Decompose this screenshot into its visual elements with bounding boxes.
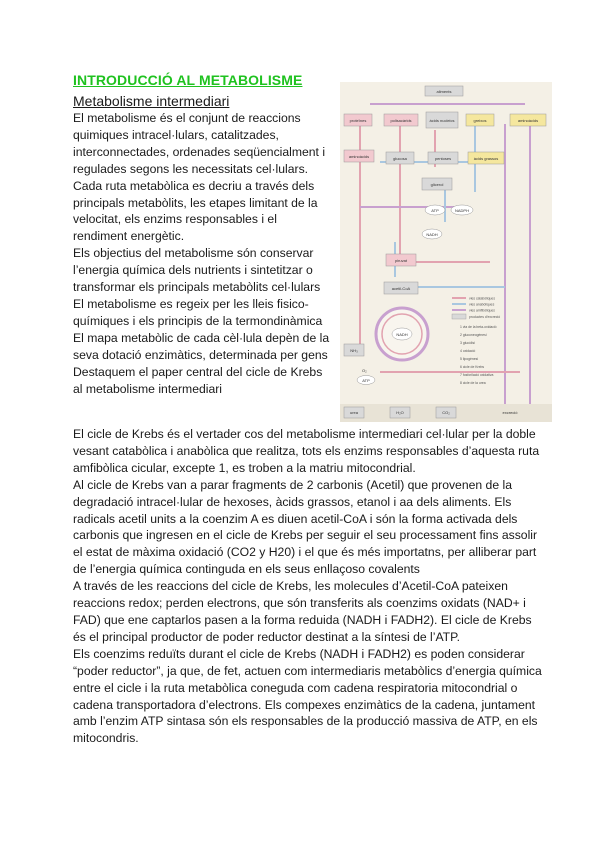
box-aminoacids: aminoàcids	[348, 154, 370, 159]
legend-item: vies amfibòliques	[469, 308, 496, 313]
box-pentoses: pentoses	[434, 156, 452, 161]
box-greixos: greixos	[473, 118, 487, 123]
legend-step: 2 gluconeogènesi	[460, 333, 487, 337]
box-h2o: H₂O	[396, 410, 404, 415]
box-aminoacids-top: aminoàcids	[517, 118, 539, 123]
nadph-label: NADPH	[454, 208, 470, 213]
legend-item: productes d’excreció	[469, 315, 501, 319]
box-acids-grassos: àcids grassos	[473, 156, 499, 161]
paragraph: El metabolisme es regeix per les lleis fisico-químiques i els principis de la termondinàmica	[73, 296, 323, 328]
legend-step: 6 cicle de Krebs	[460, 365, 485, 369]
krebs-section	[73, 426, 543, 747]
atp-bottom: ATP	[362, 378, 370, 383]
box-piruvat: piruvat	[394, 258, 408, 263]
page-title: INTRODUCCIÓ AL METABOLISME	[73, 72, 303, 88]
legend-step: 1 via de la beta-oxidació	[460, 325, 497, 329]
box-urea: urea	[349, 410, 359, 415]
krebs-nadh: NADH	[396, 332, 408, 337]
box-acetil-coa: acetil-CoA	[391, 286, 411, 291]
box-co2: CO₂	[442, 410, 450, 415]
legend-item: vies anabòliques	[469, 302, 495, 307]
legend-step: 3 glucòlisi	[460, 341, 475, 345]
legend-step: 8 cicle de la urea	[460, 381, 486, 385]
paragraph: Cada ruta metabòlica es decriu a través dels principals metabòlits, les etapes limitant de la velocitat, els enzims responsables i el rendiment energètic.	[73, 178, 318, 244]
section-subtitle: Metabolisme intermediari	[73, 93, 230, 109]
box-glucosa: glucosa	[393, 156, 407, 161]
box-glicerol: glicerol	[430, 182, 444, 187]
metabolic-map-figure	[340, 82, 552, 422]
paragraph: El metabolisme és el conjunt de reaccions quimiques intracel·lulars, catalitzades, interconnectades, ordenades seqüencialment i regulades segons les necessitats cel·lulars.	[73, 111, 326, 176]
paragraph: Els coenzims reduïts durant el cicle de Krebs (NADH i FADH2) es poden considerar “poder reductor”, ja que, de fet, actuen com intermediaris metabòlics d’energia química entre el cicle i la ruta metabòlica coneguda com cadena respiratoria mitocondrial o cadena transportadora d’electrons. Els compexes enzimàtics de la cadena, juntament amb l’enzim ATP sintasa són els responsables de la producció massiva de ATP, en els mitocondris.	[73, 646, 542, 746]
paragraph: El cicle de Krebs és el vertader cos del metabolisme intermediari cel·lular per la doble vesant catabòlica i anabòlica que realitza, tots els enzims responsables d’aquesta ruta amfibòlica cicular, excepte 1, es troben a la matriu mitocondrial.	[73, 427, 540, 475]
paragraph: Destaquem el paper central del cicle de Krebs al metabolisme intermediari	[73, 364, 323, 396]
box-aliments: aliments	[436, 89, 452, 94]
legend-step: 5 lipogènesi	[460, 357, 479, 361]
paragraph: A través de les reaccions del cicle de Krebs, les molecules d’Acetil-CoA pateixen reaccions redox; perden electrons, que són transferits als coenzims oxidats (NAD+ i FAD) que ene captarlos pasen a la forma reduida (NADH i FADH2). El cicle de Krebs és el principal productor de poder reductor destinat a la síntesi de l’ATP.	[73, 579, 532, 644]
atp-label: ATP	[431, 208, 439, 213]
box-proteines: proteïnes	[349, 118, 367, 123]
nadh-label: NADH	[426, 232, 438, 237]
paragraph: Els objectius del metabolisme són conservar l’energia química dels nutrients i sintetitzar o transformar els principals metabòlits cel·lulars	[73, 246, 321, 295]
legend-step: 7 fosforilació oxidativa	[460, 373, 494, 377]
excrecio-label: excreció	[502, 410, 518, 415]
legend-step: 4 oxidació	[460, 349, 476, 353]
o2-label: O₂	[362, 368, 367, 373]
box-acids-nucleics: àcids nucleics	[429, 118, 455, 123]
intro-column	[73, 110, 333, 397]
legend-item: vies catabòliques	[469, 296, 496, 301]
metabolic-map-diagram	[340, 82, 552, 422]
box-nh3: NH₃	[350, 348, 358, 353]
paragraph: El mapa metabòlic de cada cèl·lula depèn de la seva dotació enzimàtics, determinada per gens	[73, 330, 330, 362]
paragraph: Al cicle de Krebs van a parar fragments de 2 carbonis (Acetil) que provenen de la degradació intracel·lular de hexoses, àcids grassos, etanol i aa dels aliments. Els radicals acetil units a la coenzim A es diuen acetil-CoA i són la forma activada dels carbonis que ingresen en el cicle de Krebs per seguir el seu processament fins assolir el estat de màxima oxidació (CO2 y H20) i el que és més importatns, per alliberar part de l’energia química continguda en els seus enllaçoso covalents	[73, 477, 538, 577]
box-polisacarids: polisacàrids	[390, 118, 412, 123]
